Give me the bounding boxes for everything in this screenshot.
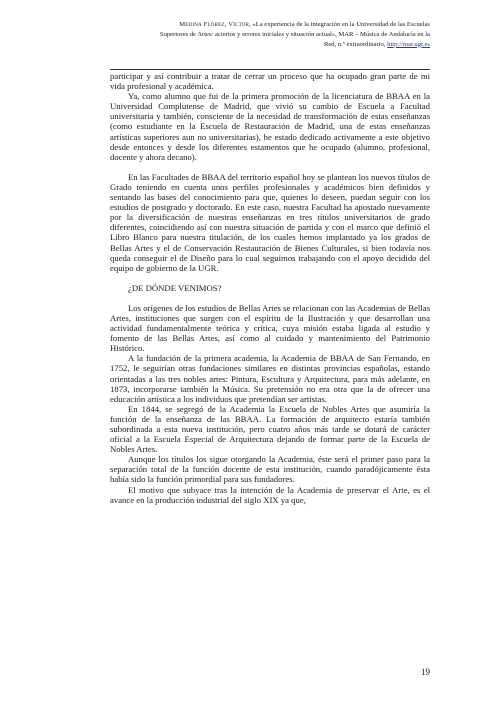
paragraph: El motivo que subyace tras la intención de la Academia de preservar el Arte, es el avance en la producción industrial del siglo XIX ya que, [110,484,430,505]
header-author: Medina Flórez, Víctor [179,21,250,28]
paragraph: En las Facultades de BBAA del territorio español hoy se plantean los nuevos títulos de Grado teniendo en cuenta unos perfiles profesionales y académicos bien definidos y sentando las bases del conocimiento para que, quienes lo deseen, puedan seguir con los estudios de postgrado y doctorado. En este caso, nuestra Facultad ha apostado nuevamente por la diversificación de nuestras enseñanzas en tres títulos universitarios de grado diferentes, coincidiendo así con nuestra situación de partida y con el marco que definió el Libro Blanco para nuestra titulación, de los cuales hemos implantado ya los grados de Bellas Artes y el de Conservación Restauración de Bienes Culturales, si bien todavía nos queda conseguir el de Diseño para lo cual seguimos trabajando con el apoyo decidido del equipo de gobierno de la UGR. [110,171,430,273]
paragraph: A la fundación de la primera academia, la Academia de BBAA de San Fernando, en 1752, le seguirían otras fundaciones similares en distintas provincias españolas, estando orientadas a las tres nobles artes: Pintura, Escultura y Arquitectura, para más adelante, en 1873, incorporarse también la Música. Su pretensión no era otra que la de ofrecer una educación artística a los individuos que pretendían ser artistas. [110,353,430,404]
running-header [80,20,430,49]
header-journal: Red, n.º extraordinario, [323,40,388,48]
paragraph: Aunque los títulos los sigue otorgando la Academia, éste será el primer paso para la separación total de la función docente de esta institución, cuando paradójicamente ésta había sido la función primordial para sus fundadores. [110,454,430,485]
paragraph: Los orígenes de los estudios de Bellas Artes se relacionan con las Academias de Bellas Artes, instituciones que surgen con el espíritu de la Ilustración y que desarrollan una actividad fundamentalmente teórica y crítica, cuya misión estaba ligada al estudio y fomento de las Bellas Artes, así como al cuidado y mantenimiento del Patrimonio Histórico. [110,302,430,354]
header-line-3 [80,40,430,50]
paragraph: Ya, como alumno que fui de la primera promoción de la licenciatura de BBAA en la Universidad Complutense de Madrid, que vivió su cambio de Escuela a Facultad universitaria y también, consciente de la necesidad de transformación de estas enseñanzas (como estudiante en la Escuela de Restauración de Madrid, una de estas enseñanzas artísticas superiores aun no universitarias), he estado dedicado activamente a este objetivo desde entonces y desde los diferentes estamentos que he ocupado (alumno, profesional, docente y ahora decano). [110,91,430,162]
header-rule [110,69,430,70]
paragraph: En 1844, se segregó de la Academia la Escuela de Nobles Artes que asumiría la función de la enseñanza de las BBAA. La formación de arquitecto estaría también subordinada a esta nueva institución, pero cuatro años más tarde se dotará de carácter oficial a la Escuela Especial de Arquitectura dejando de formar parte de la Escuela de Nobles Artes. [110,403,430,455]
paragraph: participar y así contribuir a tratar de cerrar un proceso que ha ocupado gran parte de mi vida profesional y académica. [110,71,430,92]
article-body [110,71,430,505]
section-heading: ¿DE DÓNDE VENIMOS? [128,282,222,293]
journal-link[interactable]: http://mar.ugr.es [387,40,430,48]
header-line-1 [80,20,430,30]
header-line-2: Superiores de Artes: aciertos y errores iniciales y situación actual», MAR – Música de Andalucía en la [159,30,430,38]
header-title: , «La experiencia de la integración en la Universidad de las Escuelas [249,21,430,28]
page-number: 19 [421,667,430,677]
